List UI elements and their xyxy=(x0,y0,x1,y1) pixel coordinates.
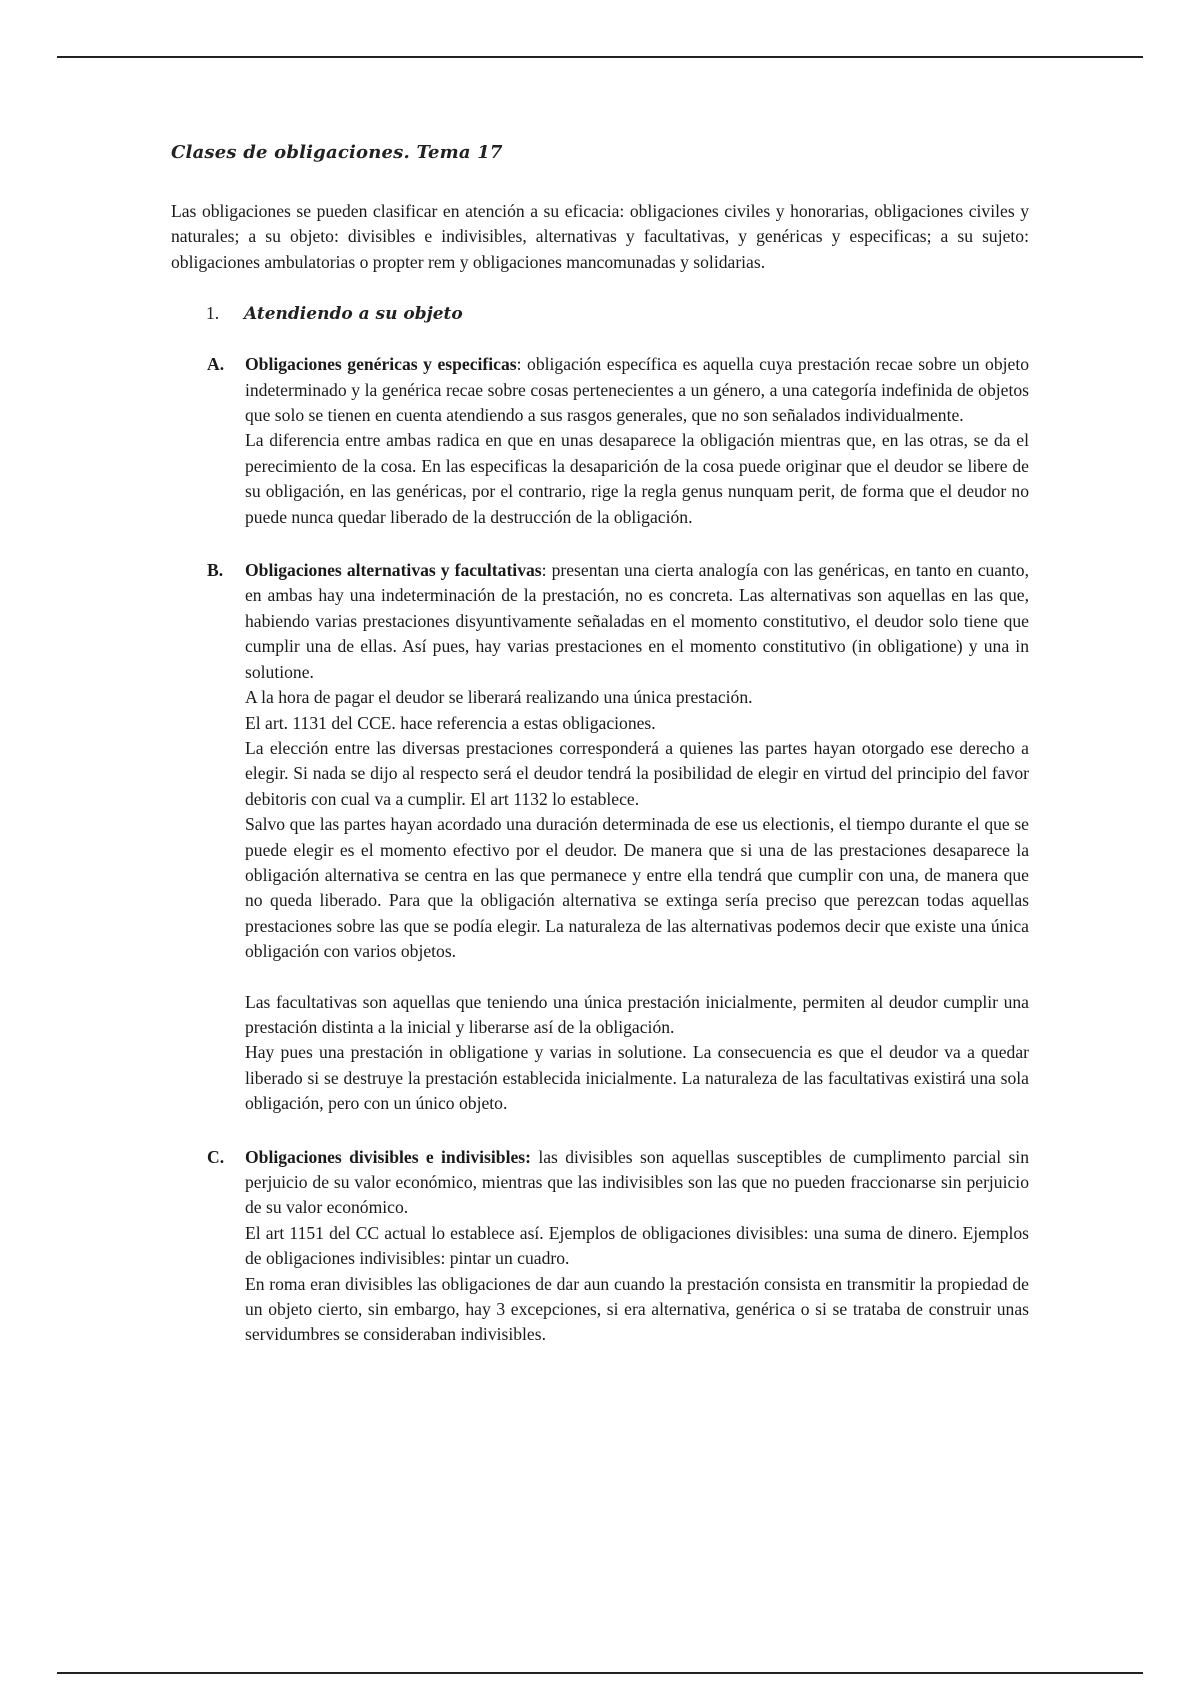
item-paragraph: A la hora de pagar el deudor se liberará realizando una única prestación. xyxy=(245,687,753,708)
item-letter: B. xyxy=(207,560,224,581)
item-term: Obligaciones alternativas y facultativas xyxy=(245,560,542,581)
item-paragraph: La diferencia entre ambas radica en que en unas desaparece la obligación mientras que, en las otras, se da el perecimiento de la cosa. En las especificas la desaparición de la cosa puede originar que el deudor se libere de su obligación, en las genéricas, por el contrario, rige la regla genus nunquam perit, de forma que el deudor no puede nunca quedar liberado de la destrucción de la obligación. xyxy=(245,430,1029,527)
item-letter: A. xyxy=(207,354,225,375)
item-paragraph: En roma eran divisibles las obligaciones de dar aun cuando la prestación consista en transmitir la propiedad de un objeto cierto, sin embargo, hay 3 excepciones, si era alternativa, genérica o si se trataba de construir unas servidumbres se consideraban indivisibles. xyxy=(245,1273,1029,1345)
list-item-b xyxy=(171,558,1029,1117)
list-item-a xyxy=(171,352,1029,530)
header-rule xyxy=(57,56,1143,58)
item-term: Obligaciones divisibles e indivisibles: xyxy=(245,1146,531,1167)
item-paragraph: Hay pues una prestación in obligatione y varias in solutione. La consecuencia es que el deudor va a quedar liberado si se destruye la prestación establecida inicialmente. La naturaleza de las facultativas existirá una sola obligación, pero con un único objeto. xyxy=(245,1042,1029,1114)
section-heading xyxy=(206,303,1029,324)
footer-rule xyxy=(57,1672,1143,1674)
section-title: Atendiendo a su objeto xyxy=(244,304,463,325)
item-paragraph xyxy=(245,558,1029,685)
item-paragraph: El art. 1131 del CCE. hace referencia a estas obligaciones. xyxy=(245,712,656,733)
item-paragraph: Salvo que las partes hayan acordado una duración determinada de ese us electionis, el tiempo durante el que se puede elegir es el momento efectivo por el deudor. De manera que si una de las prestaciones desaparece la obligación alternativa se centra en las que permanece y entre ella tendrá que cumplir con una, de manera que no queda liberado. Para que la obligación alternativa se extinga sería preciso que perezcan todas aquellas prestaciones sobre las que se podía elegir. La naturaleza de las alternativas podemos decir que existe una única obligación con varios objetos. xyxy=(245,814,1029,962)
section-number: 1. xyxy=(206,303,220,324)
list-item-c xyxy=(171,1145,1029,1348)
item-paragraph: Las facultativas son aquellas que teniendo una única prestación inicialmente, permiten al deudor cumplir una prestación distinta a la inicial y liberarse así de la obligación. xyxy=(245,991,1029,1037)
item-term: Obligaciones genéricas y especificas xyxy=(245,354,517,375)
intro-paragraph: Las obligaciones se pueden clasificar en atención a su eficacia: obligaciones civiles y honorarias, obligaciones civiles y naturales; a su objeto: divisibles e indivisibles, alternativas y facultativas, y genéricas y especificas; a su sujeto: obligaciones ambulatorias o propter rem y obligaciones mancomunadas y solidarias. xyxy=(171,201,1029,272)
document-body xyxy=(171,142,1029,1376)
document-title: Clases de obligaciones. Tema 17 xyxy=(171,142,503,163)
item-paragraph xyxy=(245,352,1029,428)
item-letter: C. xyxy=(207,1146,225,1167)
item-paragraph: El art 1151 del CC actual lo establece así. Ejemplos de obligaciones divisibles: una suma de dinero. Ejemplos de obligaciones indivisibles: pintar un cuadro. xyxy=(245,1222,1029,1269)
item-text: : presentan una cierta analogía con las genéricas, en tanto en cuanto, en ambas hay una indeterminación de la prestación, no es concreta. Las alternativas son aquellas en las que, habiendo varias prestaciones disyuntivamente señaladas en el momento constitutivo, el deudor solo tiene que cumplir una de ellas. Así pues, hay varias prestaciones en el momento constitutivo (in obligatione) y una in solutione. xyxy=(245,560,1029,682)
item-text: las divisibles son aquellas susceptibles de cumplimento parcial sin perjuicio de su valor económico, mientras que las indivisibles son las que no pueden fraccionarse sin perjuicio de su valor económico. xyxy=(245,1146,1029,1218)
paragraph-gap xyxy=(245,965,1029,990)
item-text: : obligación específica es aquella cuya prestación recae sobre un objeto indeterminado y la genérica recae sobre cosas pertenecientes a un género, a una categoría indefinida de objetos que solo se tienen en cuenta atendiendo a sus rasgos generales, que no son señalados individualmente. xyxy=(245,354,1030,426)
item-paragraph xyxy=(245,1145,1029,1221)
item-paragraph: La elección entre las diversas prestaciones corresponderá a quienes las partes hayan otorgado ese derecho a elegir. Si nada se dijo al respecto será el deudor tendrá la posibilidad de elegir en virtud del principio del favor debitoris con cual va a cumplir. El art 1132 lo establece. xyxy=(245,737,1029,809)
